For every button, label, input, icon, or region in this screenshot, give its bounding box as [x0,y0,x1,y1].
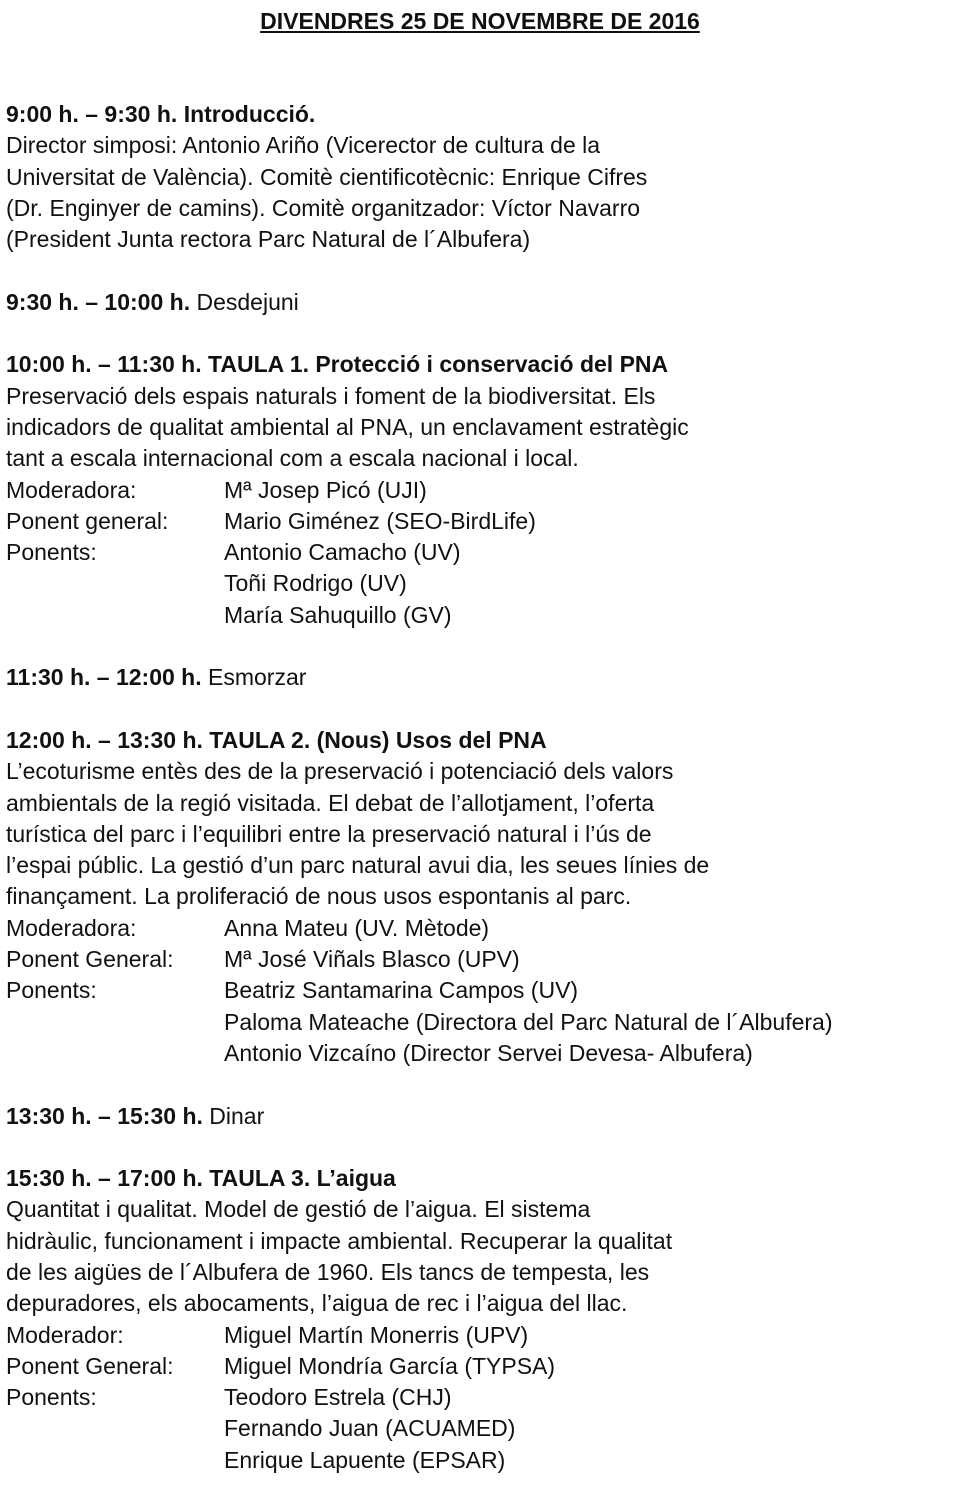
participant-role: Ponents: [6,977,97,1004]
session-text-line: Quantitat i qualitat. Model de gestió de l’aigua. El sistema [6,1196,591,1223]
session-time: 12:00 h. – 13:30 h. [6,726,203,753]
participant-name: Mario Giménez (SEO-BirdLife) [224,507,536,534]
participant-name: Teodoro Estrela (CHJ) [224,1384,452,1411]
participant-name: Toñi Rodrigo (UV) [224,570,407,597]
participant-role [6,1413,224,1444]
participant-role: Ponent General: [6,946,174,973]
participant-row [6,568,954,599]
participant-name: Miguel Mondría García (TYPSA) [224,1352,556,1379]
session-time: 11:30 h. – 12:00 h. [6,664,202,691]
spacer [6,37,954,99]
participant-name: Mª José Viñals Blasco (UPV) [224,946,520,973]
session-desdejuni [6,287,954,318]
session-text-line: (Dr. Enginyer de camins). Comitè organitzador: Víctor Navarro [6,194,641,221]
spacer [6,255,954,286]
participant-row [6,1382,954,1413]
session-time: 13:30 h. – 15:30 h. [6,1102,203,1129]
session-heading: TAULA 3. L’aigua [209,1165,396,1192]
participant-name: Enrique Lapuente (EPSAR) [224,1446,506,1473]
spacer [6,318,954,349]
session-text-line: turística del parc i l’equilibri entre la preservació natural i l’ús de [6,820,652,847]
participant-role: Ponents: [6,539,97,566]
session-header [6,1101,954,1132]
session-text-line: Preservació dels espais naturals i foment de la biodiversitat. Els [6,382,656,409]
spacer [6,1132,954,1163]
session-text-line: l’espai públic. La gestió d’un parc natural avui dia, les seues línies de [6,852,710,879]
participant-role [6,568,224,599]
session-plain: Esmorzar [208,664,307,691]
session-text-line: Universitat de València). Comitè cientificotècnic: Enrique Cifres [6,163,648,190]
session-text-line: (President Junta rectora Parc Natural de l´Albufera) [6,226,531,253]
participant-role: Ponents: [6,1384,97,1411]
spacer [6,1069,954,1100]
session-time: 9:00 h. – 9:30 h. [6,101,178,127]
participant-row [6,1351,954,1382]
session-text-line: ambientals de la regió visitada. El debat de l’allotjament, l’oferta [6,789,655,816]
participant-name: Anna Mateu (UV. Mètode) [224,914,490,941]
session-text-line: de les aigües de l´Albufera de 1960. Els tancs de tempesta, les [6,1258,650,1285]
participant-role: Ponent general: [6,507,169,534]
participant-row [6,975,954,1006]
session-text-line: indicadors de qualitat ambiental al PNA, un enclavament estratègic [6,413,689,440]
session-text-line: finançament. La proliferació de nous usos espontanis al parc. [6,883,632,910]
participant-name: Miguel Martín Monerris (UPV) [224,1321,529,1348]
participant-name: Paloma Mateache (Directora del Parc Natural de l´Albufera) [224,1008,833,1035]
session-text-line: L’ecoturisme entès des de la preservació i potenciació dels valors [6,758,674,785]
session-taula-3 [6,1163,954,1476]
participant-name: Beatriz Santamarina Campos (UV) [224,977,579,1004]
participant-name: Antonio Camacho (UV) [224,539,461,566]
session-heading: TAULA 1. Protecció i conservació del PNA [208,351,669,378]
participant-role [6,1038,224,1069]
participant-name: Fernando Juan (ACUAMED) [224,1415,516,1442]
session-esmorzar [6,662,954,693]
participant-role [6,600,224,631]
session-header [6,725,954,756]
participant-row [6,1038,954,1069]
session-time: 9:30 h. – 10:00 h. [6,288,191,315]
participant-row [6,475,954,506]
session-time: 10:00 h. – 11:30 h. [6,351,202,378]
spacer [6,694,954,725]
participant-role [6,1007,224,1038]
page-title: DIVENDRES 25 DE NOVEMBRE DE 2016 [260,8,700,34]
participant-row [6,506,954,537]
session-time: 15:30 h. – 17:00 h. [6,1165,203,1192]
participant-role: Moderador: [6,1321,124,1348]
session-plain: Desdejuni [196,288,299,315]
participant-row [6,1445,954,1476]
participant-role: Moderadora: [6,476,137,503]
session-text-line: Director simposi: Antonio Ariño (Vicerector de cultura de la [6,132,601,159]
session-header [6,662,954,693]
program-page [6,0,954,1476]
session-header [6,99,954,130]
participant-row [6,913,954,944]
participant-row [6,600,954,631]
participant-row [6,537,954,568]
session-header [6,287,954,318]
session-header [6,1163,954,1194]
participant-row [6,944,954,975]
participant-row [6,1413,954,1444]
participant-name: Mª Josep Picó (UJI) [224,476,427,503]
participant-row [6,1007,954,1038]
session-heading: TAULA 2. (Nous) Usos del PNA [209,726,547,753]
session-heading: Introducció. [183,101,316,127]
session-taula-1 [6,349,954,631]
participant-role: Moderadora: [6,914,137,941]
session-taula-2 [6,725,954,1069]
participant-role: Ponent General: [6,1352,174,1379]
participant-role [6,1445,224,1476]
participant-name: Antonio Vizcaíno (Director Servei Devesa- Albufera) [224,1039,753,1066]
session-text-line: tant a escala internacional com a escala nacional i local. [6,445,579,472]
session-introduccio [6,99,954,255]
session-plain: Dinar [209,1102,265,1129]
session-text-line: depuradores, els abocaments, l’aigua de rec i l’aigua del llac. [6,1290,628,1317]
spacer [6,631,954,662]
session-text-line: hidràulic, funcionament i impacte ambiental. Recuperar la qualitat [6,1227,673,1254]
session-dinar [6,1101,954,1132]
participant-name: María Sahuquillo (GV) [224,601,452,628]
session-header [6,349,954,380]
participant-row [6,1320,954,1351]
